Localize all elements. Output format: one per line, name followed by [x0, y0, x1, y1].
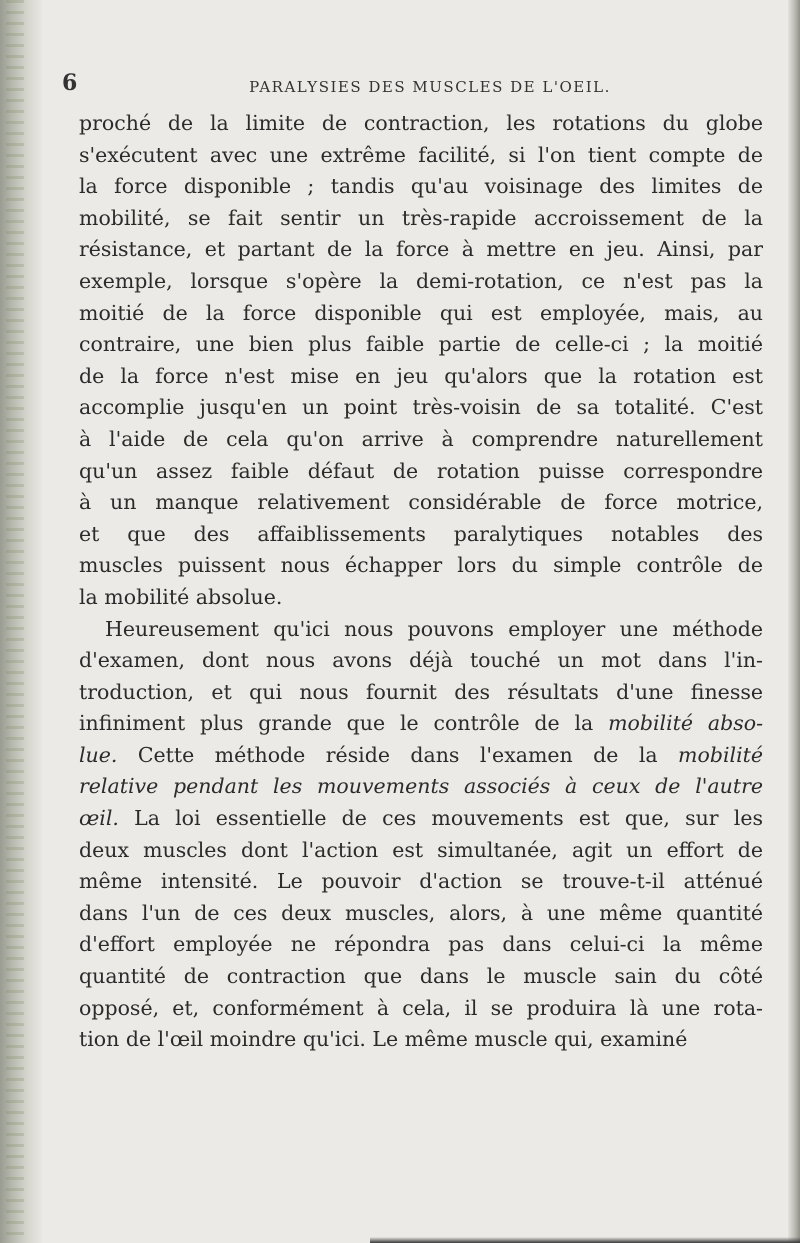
italic-span: mobilité abso-: [608, 711, 763, 736]
text-span: mobilité, se fait sentir un très-rapide accroissement de la: [79, 205, 763, 230]
text-span: infiniment plus grande que le contrôle de la: [79, 711, 609, 736]
text-span: qu'un assez faible défaut de rotation puisse correspondre: [79, 458, 763, 483]
text-line: [79, 771, 763, 803]
running-head: PARALYSIES DES MUSCLES DE L'OEIL.: [249, 78, 611, 96]
text-span: Heureusement qu'ici nous pouvons employer une méthode: [105, 616, 763, 641]
text-span: moitié de la force disponible qui est employée, mais, au: [79, 300, 763, 325]
text-span: même intensité. Le pouvoir d'action se trouve-t-il atténué: [79, 869, 763, 894]
text-line: [79, 392, 763, 424]
text-line: [79, 677, 763, 709]
text-line: [79, 898, 763, 930]
text-span: exemple, lorsque s'opère la demi-rotation, ce n'est pas la: [79, 268, 763, 293]
text-span: contraire, une bien plus faible partie de celle-ci ; la moitié: [79, 332, 763, 357]
text-line: [79, 487, 763, 519]
text-span: et que des affaiblissements paralytiques notables des: [79, 521, 763, 546]
text-span: deux muscles dont l'action est simultanée, agit un effort de: [79, 837, 763, 862]
text-span: la force disponible ; tandis qu'au voisinage des limites de: [79, 174, 763, 199]
text-line: [79, 866, 763, 898]
text-span: quantité de contraction que dans le muscle sain du côté: [79, 964, 763, 989]
text-line: [79, 835, 763, 867]
text-span: la mobilité absolue.: [79, 584, 283, 609]
text-line: [79, 234, 763, 266]
italic-span: œil.: [79, 806, 119, 831]
page-number: 6: [62, 70, 78, 96]
text-span: proché de la limite de contraction, les rotations du globe: [79, 111, 763, 135]
text-line: [79, 519, 763, 551]
text-line: [79, 329, 763, 361]
text-line: [79, 550, 763, 582]
text-span: s'exécutent avec une extrême facilité, si l'on tient compte de: [79, 142, 763, 167]
text-line: [79, 740, 763, 772]
text-span: La loi essentielle de ces mouvements est que, sur les: [118, 806, 763, 831]
text-line: [79, 645, 763, 677]
italic-span: relative pendant les mouvements associés à ceux de l'autre: [79, 774, 763, 799]
text-span: de la force n'est mise en jeu qu'alors que la rotation est: [79, 363, 763, 388]
text-span: Cette méthode réside dans l'examen de la: [117, 742, 679, 767]
text-line: [79, 266, 763, 298]
text-line: [79, 456, 763, 488]
italic-span: lue.: [79, 742, 118, 767]
text-span: muscles puissent nous échapper lors du simple contrôle de: [79, 553, 763, 578]
text-line: [79, 803, 763, 835]
text-line: [79, 929, 763, 961]
text-line: [79, 993, 763, 1025]
text-line: [79, 582, 763, 614]
text-line: [79, 1024, 763, 1056]
page-edge: [788, 0, 800, 1243]
text-span: à l'aide de cela qu'on arrive à comprendre naturellement: [79, 426, 763, 451]
text-span: opposé, et, conformément à cela, il se produira là une rota-: [79, 995, 763, 1020]
text-span: à un manque relativement considérable de force motrice,: [79, 490, 763, 515]
text-span: accomplie jusqu'en un point très-voisin de sa totalité. C'est: [79, 395, 763, 420]
text-line: [79, 203, 763, 235]
text-body: [79, 108, 763, 1056]
text-line: [79, 140, 763, 172]
text-line: [79, 961, 763, 993]
italic-span: mobilité: [678, 742, 763, 767]
page-bottom-edge: [370, 1237, 800, 1243]
text-span: d'effort employée ne répondra pas dans celui-ci la même: [79, 932, 763, 957]
text-line: [79, 424, 763, 456]
text-line: [79, 361, 763, 393]
text-span: tion de l'œil moindre qu'ici. Le même muscle qui, examiné: [79, 1027, 688, 1052]
text-line: [79, 708, 763, 740]
text-line: [79, 108, 763, 140]
text-line: [79, 298, 763, 330]
text-span: dans l'un de ces deux muscles, alors, à une même quantité: [79, 900, 763, 925]
text-span: d'examen, dont nous avons déjà touché un mot dans l'in-: [79, 648, 763, 673]
text-line: [79, 614, 763, 646]
text-span: troduction, et qui nous fournit des résultats d'une finesse: [79, 679, 763, 704]
binding-texture: [6, 0, 24, 1243]
text-line: [79, 171, 763, 203]
text-span: résistance, et partant de la force à mettre en jeu. Ainsi, par: [79, 237, 763, 262]
